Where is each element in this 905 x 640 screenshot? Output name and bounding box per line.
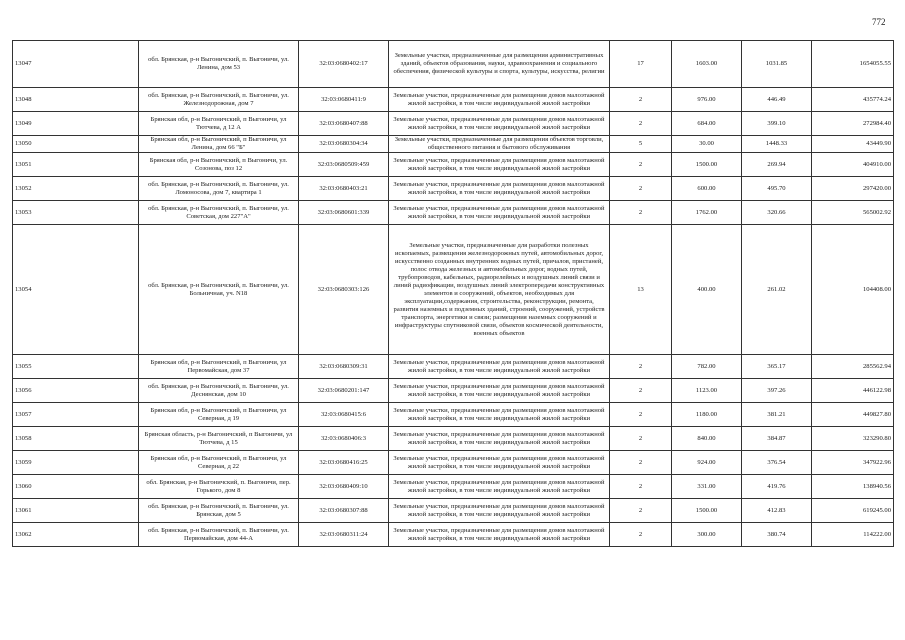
address-cell: обл. Брянская, р-н Выгоничский, п. Выгоничи, ул. Первомайская, дом 44-А bbox=[139, 523, 299, 547]
address-cell: обл. Брянская, р-н Выгоничский, п. Выгоничи, ул. Деснянская, дом 10 bbox=[139, 379, 299, 403]
address-cell: обл. Брянская, р-н Выгоничский, п. Выгоничи, ул. Ленина, дом 53 bbox=[139, 41, 299, 88]
table-row bbox=[13, 427, 894, 451]
specific-value-cell: 495.70 bbox=[742, 177, 812, 201]
use-group-cell: 2 bbox=[610, 355, 672, 379]
use-group-cell: 13 bbox=[610, 225, 672, 355]
record-id-cell: 13057 bbox=[13, 403, 139, 427]
cadastral-value-cell: 347922.96 bbox=[812, 451, 894, 475]
cadastral-number-cell: 32:03:0680406:3 bbox=[299, 427, 389, 451]
record-id-cell: 13059 bbox=[13, 451, 139, 475]
cadastral-number-cell: 32:03:0680307:88 bbox=[299, 499, 389, 523]
specific-value-cell: 399.10 bbox=[742, 112, 812, 136]
table-row bbox=[13, 451, 894, 475]
cadastral-value-cell: 619245.00 bbox=[812, 499, 894, 523]
specific-value-cell: 261.02 bbox=[742, 225, 812, 355]
record-id-cell: 13054 bbox=[13, 225, 139, 355]
area-cell: 1762.00 bbox=[672, 201, 742, 225]
use-group-cell: 2 bbox=[610, 451, 672, 475]
use-group-cell: 2 bbox=[610, 403, 672, 427]
address-cell: обл. Брянская, р-н Выгоничский, п. Выгоничи, ул. Железнодорожная, дом 7 bbox=[139, 88, 299, 112]
cadastral-value-cell: 323290.80 bbox=[812, 427, 894, 451]
use-group-cell: 17 bbox=[610, 41, 672, 88]
cadastral-number-cell: 32:03:0680309:31 bbox=[299, 355, 389, 379]
land-use-cell: Земельные участки, предназначенные для размещения домов малоэтажной жилой застройки, в том числе индивидуальной жилой застройки bbox=[389, 403, 610, 427]
record-id-cell: 13062 bbox=[13, 523, 139, 547]
address-cell: Брянская обл, р-н Выгоничский, п Выгоничи, ул Первомайская, дом 37 bbox=[139, 355, 299, 379]
specific-value-cell: 419.76 bbox=[742, 475, 812, 499]
cadastral-number-cell: 32:03:0680311:24 bbox=[299, 523, 389, 547]
specific-value-cell: 1448.33 bbox=[742, 136, 812, 153]
specific-value-cell: 320.66 bbox=[742, 201, 812, 225]
record-id-cell: 13056 bbox=[13, 379, 139, 403]
cadastral-value-cell: 272984.40 bbox=[812, 112, 894, 136]
land-use-cell: Земельные участки, предназначенные для размещения домов малоэтажной жилой застройки, в том числе индивидуальной жилой застройки bbox=[389, 523, 610, 547]
use-group-cell: 2 bbox=[610, 112, 672, 136]
record-id-cell: 13053 bbox=[13, 201, 139, 225]
cadastral-number-cell: 32:03:0680601:339 bbox=[299, 201, 389, 225]
cadastral-value-cell: 449827.80 bbox=[812, 403, 894, 427]
address-cell: Брянская область, р-н Выгоничский, п Выгоничи, ул Тютчева, д 15 bbox=[139, 427, 299, 451]
table-body bbox=[13, 41, 894, 547]
cadastral-value-cell: 114222.00 bbox=[812, 523, 894, 547]
cadastral-number-cell: 32:03:0680403:21 bbox=[299, 177, 389, 201]
specific-value-cell: 1031.85 bbox=[742, 41, 812, 88]
land-use-cell: Земельные участки, предназначенные для размещения домов малоэтажной жилой застройки, в том числе индивидуальной жилой застройки bbox=[389, 475, 610, 499]
use-group-cell: 2 bbox=[610, 475, 672, 499]
area-cell: 30.00 bbox=[672, 136, 742, 153]
table-row bbox=[13, 475, 894, 499]
area-cell: 1123.00 bbox=[672, 379, 742, 403]
table-row bbox=[13, 112, 894, 136]
cadastral-number-cell: 32:03:0680402:17 bbox=[299, 41, 389, 88]
table-row bbox=[13, 201, 894, 225]
table-row bbox=[13, 136, 894, 153]
address-cell: обл. Брянская, р-н Выгоничский, п. Выгоничи, ул. Больничная, уч. N18 bbox=[139, 225, 299, 355]
specific-value-cell: 412.83 bbox=[742, 499, 812, 523]
area-cell: 1500.00 bbox=[672, 499, 742, 523]
use-group-cell: 2 bbox=[610, 177, 672, 201]
table-row bbox=[13, 41, 894, 88]
table-row bbox=[13, 379, 894, 403]
use-group-cell: 5 bbox=[610, 136, 672, 153]
area-cell: 1500.00 bbox=[672, 153, 742, 177]
address-cell: Брянская обл, р-н Выгоничский, п Выгоничи, ул Северная, д 22 bbox=[139, 451, 299, 475]
land-use-cell: Земельные участки, предназначенные для размещения домов малоэтажной жилой застройки, в том числе индивидуальной жилой застройки bbox=[389, 88, 610, 112]
use-group-cell: 2 bbox=[610, 201, 672, 225]
specific-value-cell: 384.87 bbox=[742, 427, 812, 451]
area-cell: 400.00 bbox=[672, 225, 742, 355]
specific-value-cell: 397.26 bbox=[742, 379, 812, 403]
land-use-cell: Земельные участки, предназначенные для размещения домов малоэтажной жилой застройки, в том числе индивидуальной жилой застройки bbox=[389, 177, 610, 201]
use-group-cell: 2 bbox=[610, 499, 672, 523]
land-use-cell: Земельные участки, предназначенные для размещения домов малоэтажной жилой застройки, в том числе индивидуальной жилой застройки bbox=[389, 379, 610, 403]
table-row bbox=[13, 225, 894, 355]
record-id-cell: 13060 bbox=[13, 475, 139, 499]
record-id-cell: 13051 bbox=[13, 153, 139, 177]
area-cell: 600.00 bbox=[672, 177, 742, 201]
table-row bbox=[13, 355, 894, 379]
cadastral-number-cell: 32:03:0680303:126 bbox=[299, 225, 389, 355]
record-id-cell: 13052 bbox=[13, 177, 139, 201]
area-cell: 840.00 bbox=[672, 427, 742, 451]
area-cell: 300.00 bbox=[672, 523, 742, 547]
address-cell: обл. Брянская, р-н Выгоничский, п. Выгоничи, ул. Советская, дом 227"А" bbox=[139, 201, 299, 225]
area-cell: 976.00 bbox=[672, 88, 742, 112]
specific-value-cell: 376.54 bbox=[742, 451, 812, 475]
cadastral-number-cell: 32:03:0680509:459 bbox=[299, 153, 389, 177]
cadastral-number-cell: 32:03:0680304:34 bbox=[299, 136, 389, 153]
use-group-cell: 2 bbox=[610, 88, 672, 112]
page-number: 772 bbox=[872, 17, 886, 27]
specific-value-cell: 446.49 bbox=[742, 88, 812, 112]
specific-value-cell: 381.21 bbox=[742, 403, 812, 427]
land-use-cell: Земельные участки, предназначенные для разработки полезных ископаемых, размещения железнодорожных путей, автомобильных дорог, искусственно созданных внутренних водных путей, причалов, пристаней, полос отвода железных и автомобильных дорог, водных путей, трубопроводов, кабельных, радиорелейных и воздушных линий связи и линий радиофикации, воздушных линий электропередачи конструктивных элементов и сооружений, объектов, необходимых для эксплуатации,содержания, строительства, реконструкции, ремонта, развития наземных и подземных зданий, строений, сооружений, устройств транспорта, энергетики и связи; размещения наземных сооружений и инфраструктуры спутниковой связи, объектов космической деятельности, военных объектов bbox=[389, 225, 610, 355]
record-id-cell: 13058 bbox=[13, 427, 139, 451]
address-cell: Брянская обл, р-н Выгоничский, п Выгоничи, ул. Созонова, поз 12 bbox=[139, 153, 299, 177]
record-id-cell: 13055 bbox=[13, 355, 139, 379]
land-use-cell: Земельные участки, предназначенные для размещения домов малоэтажной жилой застройки, в том числе индивидуальной жилой застройки bbox=[389, 427, 610, 451]
land-use-cell: Земельные участки, предназначенные для размещения объектов торговли, общественного питания и бытового обслуживания bbox=[389, 136, 610, 153]
cadastral-number-cell: 32:03:0680411:9 bbox=[299, 88, 389, 112]
table-row bbox=[13, 499, 894, 523]
table-row bbox=[13, 403, 894, 427]
cadastral-number-cell: 32:03:0680201:147 bbox=[299, 379, 389, 403]
use-group-cell: 2 bbox=[610, 427, 672, 451]
area-cell: 782.00 bbox=[672, 355, 742, 379]
land-use-cell: Земельные участки, предназначенные для размещения домов малоэтажной жилой застройки, в том числе индивидуальной жилой застройки bbox=[389, 451, 610, 475]
land-use-cell: Земельные участки, предназначенные для размещения административных зданий, объектов образования, науки, здравоохранения и социального обеспечения, физической культуры и спорта, культуры, искусства, религии bbox=[389, 41, 610, 88]
land-use-cell: Земельные участки, предназначенные для размещения домов малоэтажной жилой застройки, в том числе индивидуальной жилой застройки bbox=[389, 153, 610, 177]
record-id-cell: 13050 bbox=[13, 136, 139, 153]
area-cell: 1180.00 bbox=[672, 403, 742, 427]
cadastral-value-cell: 104408.00 bbox=[812, 225, 894, 355]
cadastral-value-cell: 1654055.55 bbox=[812, 41, 894, 88]
address-cell: обл. Брянская, р-н Выгоничский, п. Выгоничи, ул. Ломоносова, дом 7, квартира 1 bbox=[139, 177, 299, 201]
address-cell: Брянская обл, р-н Выгоничский, п Выгоничи, ул Ленина, дом 66 "Б" bbox=[139, 136, 299, 153]
area-cell: 924.00 bbox=[672, 451, 742, 475]
address-cell: Брянская обл, р-н Выгоничский, п Выгоничи, ул Тютчева, д 12 А bbox=[139, 112, 299, 136]
cadastral-number-cell: 32:03:0680415:6 bbox=[299, 403, 389, 427]
record-id-cell: 13048 bbox=[13, 88, 139, 112]
cadastral-value-cell: 285562.94 bbox=[812, 355, 894, 379]
land-use-cell: Земельные участки, предназначенные для размещения домов малоэтажной жилой застройки, в том числе индивидуальной жилой застройки bbox=[389, 112, 610, 136]
address-cell: обл. Брянская, р-н Выгоничский, п. Выгоничи, ул. Брянская, дом 5 bbox=[139, 499, 299, 523]
specific-value-cell: 365.17 bbox=[742, 355, 812, 379]
table-row bbox=[13, 153, 894, 177]
land-use-cell: Земельные участки, предназначенные для размещения домов малоэтажной жилой застройки, в том числе индивидуальной жилой застройки bbox=[389, 355, 610, 379]
cadastral-number-cell: 32:03:0680409:10 bbox=[299, 475, 389, 499]
specific-value-cell: 380.74 bbox=[742, 523, 812, 547]
table-row bbox=[13, 177, 894, 201]
use-group-cell: 2 bbox=[610, 523, 672, 547]
cadastral-value-cell: 446122.98 bbox=[812, 379, 894, 403]
address-cell: обл. Брянская, р-н Выгоничский, п. Выгоничи, пер. Горького, дом 8 bbox=[139, 475, 299, 499]
record-id-cell: 13049 bbox=[13, 112, 139, 136]
record-id-cell: 13061 bbox=[13, 499, 139, 523]
table-row bbox=[13, 523, 894, 547]
address-cell: Брянская обл, р-н Выгоничский, п Выгоничи, ул Северная, д 19 bbox=[139, 403, 299, 427]
cadastral-number-cell: 32:03:0680416:25 bbox=[299, 451, 389, 475]
cadastral-value-table bbox=[12, 40, 894, 547]
cadastral-number-cell: 32:03:0680407:88 bbox=[299, 112, 389, 136]
use-group-cell: 2 bbox=[610, 379, 672, 403]
cadastral-value-cell: 43449.90 bbox=[812, 136, 894, 153]
cadastral-value-cell: 138940.56 bbox=[812, 475, 894, 499]
area-cell: 684.00 bbox=[672, 112, 742, 136]
cadastral-value-cell: 435774.24 bbox=[812, 88, 894, 112]
land-use-cell: Земельные участки, предназначенные для размещения домов малоэтажной жилой застройки, в том числе индивидуальной жилой застройки bbox=[389, 201, 610, 225]
area-cell: 331.00 bbox=[672, 475, 742, 499]
table-row bbox=[13, 88, 894, 112]
area-cell: 1603.00 bbox=[672, 41, 742, 88]
cadastral-value-cell: 404910.00 bbox=[812, 153, 894, 177]
use-group-cell: 2 bbox=[610, 153, 672, 177]
cadastral-value-cell: 565002.92 bbox=[812, 201, 894, 225]
specific-value-cell: 269.94 bbox=[742, 153, 812, 177]
cadastral-value-cell: 297420.00 bbox=[812, 177, 894, 201]
land-use-cell: Земельные участки, предназначенные для размещения домов малоэтажной жилой застройки, в том числе индивидуальной жилой застройки bbox=[389, 499, 610, 523]
record-id-cell: 13047 bbox=[13, 41, 139, 88]
